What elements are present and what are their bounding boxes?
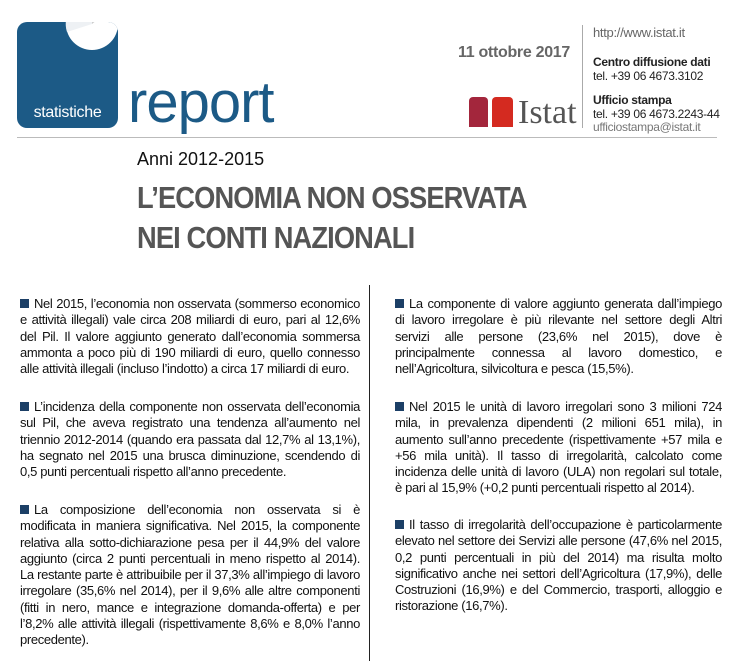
bullet-square-icon [395,520,404,529]
publication-date: 11 ottobre 2017 [458,44,571,61]
paragraph [395,296,722,377]
paragraph [20,296,360,377]
logo-word: statistiche [33,104,102,121]
ufficio-email-link[interactable]: ufficiostampa@istat.it [593,120,701,134]
paragraph [395,517,722,615]
paragraph-text: L’incidenza della componente non osservata dell’economia sul Pil, che aveva registrato una tendenza all’aumento nel triennio 2012-2014 (quando era passata dal 12,7% al 13,1%), ha segnato nel 2015 una brusca diminuzione, scendendo di 0,5 punti percentuali rispetto all’anno precedente. [20,399,360,480]
statistiche-logo [17,22,118,128]
bullet-square-icon [20,402,29,411]
paragraph-text: Nel 2015, l’economia non osservata (sommerso economico e attività illegali) vale circa 208 miliardi di euro, pari al 12,6% del Pil. Il valore aggiunto generato dall’economia sommersa ammonta a poco più di 190 miliardi di euro, quello connesso alle attività illegali (incluso l’indotto) a circa 17 miliardi di euro. [20,296,360,377]
page-title-line1: L’ECONOMIA NON OSSERVATA [137,180,527,215]
paragraph [395,399,722,497]
centro-label: Centro diffusione dati [593,55,711,69]
page-title-line2: NEI CONTI NAZIONALI [137,220,415,255]
pie-chart-icon [62,22,118,72]
website-link[interactable]: http://www.istat.it [593,25,685,40]
paragraph-text: Nel 2015 le unità di lavoro irregolari sono 3 milioni 724 mila, in prevalenza dipendenti (2 milioni 651 mila), in aumento sull’anno precedente (rispettivamente +57 mila e +56 mila unità). Il tasso di irregolarità, calcolato come incidenza delle unità di lavoro (ULA) non regolari sul totale, è pari al 15,9% (+0,2 punti percentuali rispetto al 2014). [395,399,722,496]
ufficio-tel: tel. +39 06 4673.2243-44 [593,107,720,121]
header-divider [17,137,717,138]
centro-tel: tel. +39 06 4673.3102 [593,69,704,83]
bullet-square-icon [20,505,29,514]
header-vertical-divider [582,25,583,128]
subtitle: Anni 2012-2015 [137,149,265,169]
bullet-square-icon [395,299,404,308]
report-wordmark: report [128,70,274,135]
istat-logo: Istat [518,94,577,131]
bullet-square-icon [20,299,29,308]
istat-logo-block-icon [492,97,513,127]
paragraph [20,502,360,649]
paragraph [20,399,360,480]
bullet-square-icon [395,402,404,411]
paragraph-text: La composizione dell’economia non osservata si è modificata in maniera significativa. Nel 2015, la componente relativa alla sotto-dichiarazione pesa per il 44,9% del valore aggiunto (circa 2 punti percentuali in meno rispetto al 2014). La restante parte è attribuibile per il 37,3% all’impiego di lavoro irregolare (35,6% nel 2014), per il 9,6% alle altre componenti (fitti in nero, mance e integrazione domanda-offerta) e per l’8,2% alle attività illegali (rispettivamente 8,6% e 8,0% l’anno precedente). [20,502,360,648]
paragraph-text: La componente di valore aggiunto generata dall’impiego di lavoro irregolare è più rilevante nel settore degli Altri servizi alle persone (23,6% nel 2015), dove è principalmente connessa al lavoro domestico, e nell’Agricoltura, silvicoltura e pesca (15,5%). [395,296,722,377]
paragraph-text: Il tasso di irregolarità dell’occupazione è particolarmente elevato nel settore dei Servizi alle persone (47,6% nel 2015, 0,2 punti percentuali in più del 2014) ma risulta molto significativo anche nei settori dell’Agricoltura (17,9%), delle Costruzioni (16,9%) e del Commercio, trasporti, alloggio e ristorazione (16,7%). [395,517,722,614]
column-divider [369,285,370,661]
ufficio-label: Ufficio stampa [593,93,672,107]
istat-logo-block-icon [469,97,488,127]
